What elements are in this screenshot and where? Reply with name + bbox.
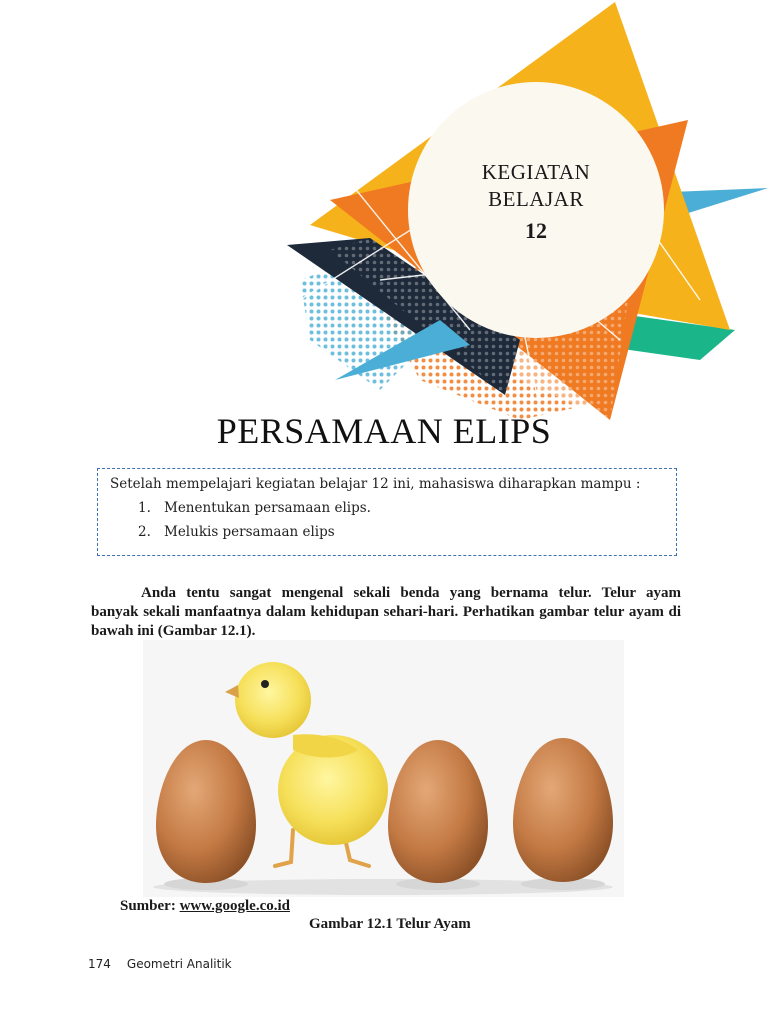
objective-text: Menentukan persamaan elips. xyxy=(164,500,371,516)
figure-chick-and-eggs xyxy=(143,640,624,897)
paragraph-line-1: Anda tentu sangat mengenal sekali benda yang bernama telur. Telur ayam xyxy=(141,585,681,601)
learning-objectives-box xyxy=(97,468,677,556)
badge-number: 12 xyxy=(525,218,547,243)
source-label: Sumber: xyxy=(120,898,176,914)
objective-number: 1. xyxy=(138,500,151,516)
header-decoration xyxy=(270,0,768,430)
objective-item xyxy=(138,500,371,516)
objective-text: Melukis persamaan elips xyxy=(164,524,335,540)
page-footer xyxy=(88,957,232,971)
objectives-intro: Setelah mempelajari kegiatan belajar 12 ini, mahasiswa diharapkan mampu : xyxy=(110,476,641,492)
paragraph-rest: banyak sekali manfaatnya dalam kehidupan sehari-hari. Perhatikan gambar telur ayam di bawah ini (Gambar 12.1). xyxy=(91,604,681,639)
objective-item xyxy=(138,524,335,540)
badge-line-belajar: BELAJAR xyxy=(488,187,584,211)
figure-source xyxy=(120,898,290,915)
book-title: Geometri Analitik xyxy=(126,957,232,971)
source-link[interactable]: www.google.co.id xyxy=(179,898,291,914)
figure-caption: Gambar 12.1 Telur Ayam xyxy=(309,916,471,932)
page-title: PERSAMAAN ELIPS xyxy=(216,411,552,451)
intro-paragraph xyxy=(91,584,681,641)
page-number: 174 xyxy=(88,957,111,971)
objective-number: 2. xyxy=(138,524,151,540)
badge-line-kegiatan: KEGIATAN xyxy=(481,160,591,184)
